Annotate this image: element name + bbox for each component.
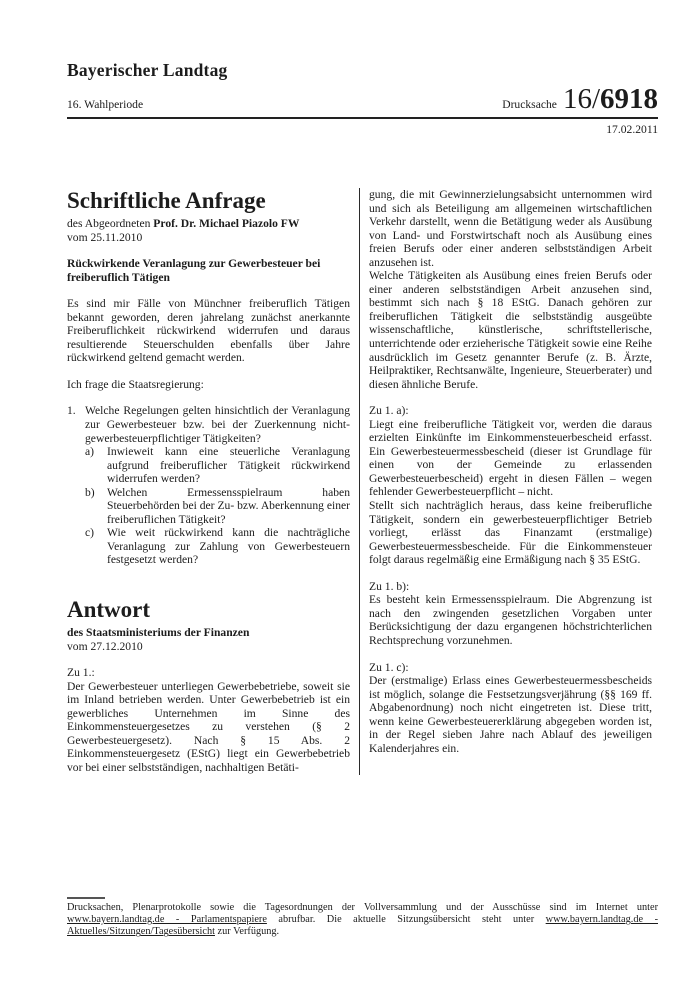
spacer (67, 365, 350, 378)
zu-1-label: Zu 1.: (67, 666, 95, 680)
zu-1a-paragraph-2: Stellt sich nachträglich heraus, dass keine freiberufliche Tätigkeit, sondern ein gewerbesteuerpflichtiger Betrieb vorliegt, erlässt das Finanzamt (erstmalige) Gewerbesteuermessbescheide. Für die Einkommensteuer folgt daraus regelmäßig eine Ermäßigung nach § 35 EStG. (369, 499, 652, 567)
question-1c-text: Wie weit rückwirkend kann die nachträgliche Veranlagung zur Zahlung von Gewerbesteuern festgesetzt werden? (107, 526, 350, 567)
spacer (369, 648, 652, 661)
question-1b-label: b) (85, 485, 95, 499)
column-divider-rule (359, 188, 360, 775)
question-1a (85, 445, 350, 486)
question-list (67, 404, 350, 567)
question-1a-label: a) (85, 445, 95, 459)
spacer (67, 567, 350, 597)
antwort-author: des Staatsministeriums der Finanzen (67, 626, 250, 640)
anfrage-title: Schriftliche Anfrage (67, 188, 266, 213)
question-1 (67, 404, 350, 567)
zu-1b-label: Zu 1. b): (369, 579, 410, 593)
footer-text (67, 902, 658, 939)
anfrage-subject: Rückwirkende Veranlagung zur Gewerbesteuer bei freiberuflich Tätigen (67, 257, 321, 284)
antwort-date: vom 27.12.2010 (67, 639, 143, 653)
spacer (67, 391, 350, 404)
anfrage-author-prefix: des Abgeordneten (67, 217, 154, 230)
question-1c-label: c) (85, 526, 95, 540)
question-1c (85, 526, 350, 567)
header-rule (67, 117, 658, 119)
footer-link-tagesuebersicht[interactable]: www.bayern.landtag.de - Aktuelles/Sitzungen/Tagesübersicht (67, 914, 658, 938)
spacer (369, 391, 652, 404)
spacer (67, 244, 350, 257)
footer-text-part1: Drucksachen, Plenarprotokolle sowie die Tagesordnungen der Vollversammlung und der Ausschüsse sind im Internet unter (67, 902, 658, 913)
zu-1-paragraph-continued: gung, die mit Gewinnerzielungsabsicht unternommen wird und sich als Beteiligung am allgemeinen wirtschaftlichen Verkehr darstellt, wenn die Betätigung weder als Ausübung von Land- und Forstwirtschaft noch als Ausübung eines freien Berufs oder einer anderen selbstständigen Arbeit anzusehen ist. (369, 188, 652, 269)
zu-1c-label: Zu 1. c): (369, 660, 409, 674)
document-footer (67, 897, 658, 939)
header-date: 17.02.2011 (606, 123, 658, 136)
document-header (67, 0, 658, 136)
zu-1a-paragraph-1: Liegt eine freiberufliche Tätigkeit vor, werden die daraus erzielten Einkünfte im Einkommensteuerbescheid erfasst. Ein Gewerbesteuermessbescheid (dieser ist Grundlage für einen von der Gemeinde zu erlassenden Gewerbesteuerbescheid) ergeht in diesen Fällen – wegen fehlender Gewerbesteuerpflicht – nicht. (369, 417, 652, 499)
spacer (67, 653, 350, 666)
anfrage-date: vom 25.11.2010 (67, 230, 143, 244)
drucksache-number-block (502, 83, 658, 116)
zu-1-paragraph-left: Der Gewerbesteuer unterliegen Gewerbebetriebe, soweit sie im Inland betrieben werden. Unter Gewerbebetrieb ist ein gewerbliches Unternehmen im Sinne des Einkommensteuergesetzes zu verstehen (§ 2 Gewerbesteuergesetz). Nach § 15 Abs. 2 Einkommensteuergesetz (EStG) liegt ein Gewerbebetrieb vor bei einer selbstständigen, nachhaltigen Betäti- (67, 679, 350, 774)
anfrage-author-line (67, 217, 350, 231)
zu-1b-paragraph: Es besteht kein Ermessensspielraum. Die Abgrenzung ist nach den zwingenden gesetzlichen Vorgaben unter Berücksichtigung der dazu ergangenen höchstrichterlichen Rechtsprechung vorzunehmen. (369, 593, 652, 647)
question-1-sublist (85, 445, 350, 567)
wahlperiode-label: 16. Wahlperiode (67, 98, 144, 111)
zu-1c-paragraph: Der (erstmalige) Erlass eines Gewerbesteuermessbescheids ist möglich, solange die Festsetzungsverjährung (§§ 169 ff. Abgabenordnung) noch nicht eingetreten ist. Diese tritt, wenn keine Gewerbesteuererklärung abgegeben worden ist, in der Regel sieben Jahre nach Ablauf des jeweiligen Kalenderjahres ein. (369, 674, 652, 755)
antwort-title: Antwort (67, 597, 151, 623)
zu-1a-label: Zu 1. a): (369, 404, 409, 418)
landtag-title: Bayerischer Landtag (67, 60, 228, 80)
right-column (369, 188, 652, 775)
spacer (369, 567, 652, 580)
footer-text-part3: zur Verfügung. (214, 926, 280, 938)
footer-text-part2: abrufbar. Die aktuelle Sitzungsübersicht steht unter (266, 914, 546, 926)
drucksache-label: Drucksache (502, 98, 557, 111)
staatsregierung-line: Ich frage die Staatsregierung: (67, 377, 204, 391)
question-1a-text: Inwieweit kann eine steuerliche Veranlagung aufgrund freiberuflicher Tätigkeit rückwirkend widerrufen werden? (107, 445, 350, 486)
drucksache-number-prefix: 16/ (562, 83, 600, 115)
question-1-number: 1. (67, 404, 76, 418)
question-1b-text: Welchen Ermessensspielraum haben Steuerbehörden bei der Zu- bzw. Aberkennung einer freiberuflichen Tätigkeit? (107, 485, 350, 526)
left-column (67, 188, 350, 775)
anfrage-author-name: Prof. Dr. Michael Piazolo FW (153, 217, 300, 230)
footer-link-parlamentspapiere[interactable]: www.bayern.landtag.de - Parlamentspapiere (67, 914, 267, 926)
spacer (67, 284, 350, 297)
anfrage-intro-paragraph: Es sind mir Fälle von Münchner freiberuflich Tätigen bekannt geworden, deren jahrelang zunächst anerkannte Freiberuflichkeit rückwirkend widerrufen und daraus resultierende Steuerschulden ebenfalls über Jahre rückwirkend geltend gemacht werden. (67, 297, 350, 365)
zu-1-paragraph-2: Welche Tätigkeiten als Ausübung eines freien Berufs oder einer anderen selbstständigen Arbeit anzusehen sind, bestimmt sich nach § 18 EStG. Danach gehören zur freiberuflichen Tätigkeit die selbstständig ausgeübte wissenschaftliche, künstlerische, schriftstellerische, unterrichtende oder erzieherische Tätigkeit sowie eine Reihe ausdrücklich im Gesetz genannter Berufe (z. B. Ärzte, Heilpraktiker, Rechtsanwälte, Ingenieure, Steuerberater) und diesen ähnliche Berufe. (369, 269, 652, 391)
document-body (67, 188, 658, 775)
question-1b (85, 486, 350, 527)
drucksache-number: 6918 (600, 83, 658, 115)
question-1-text: Welche Regelungen gelten hinsichtlich der Veranlagung zur Gewerbesteuer bzw. bei der Zuerkennung nicht-gewerbesteuerpflichtiger Tätigkeiten? (85, 404, 350, 445)
footnote-rule (67, 897, 105, 899)
header-row (67, 83, 658, 116)
